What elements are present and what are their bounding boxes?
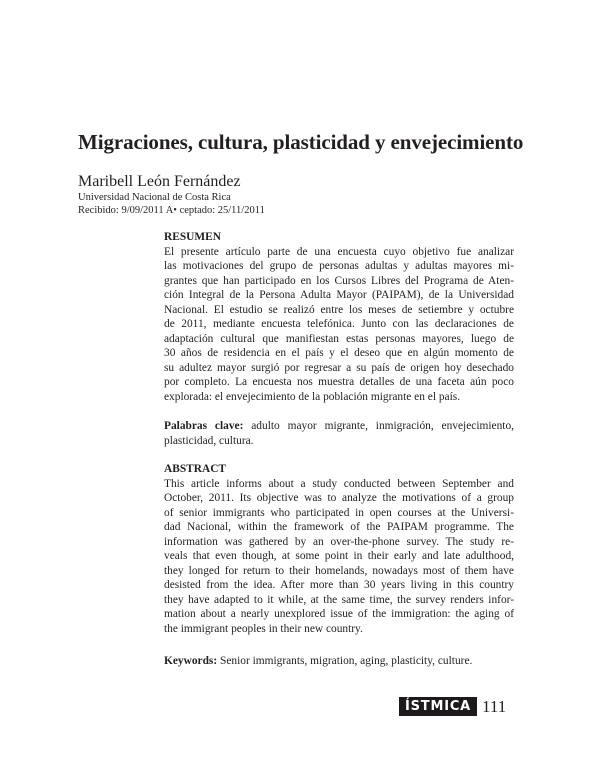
abstract-line: veals that even though, at some point in their early and late adulthood, xyxy=(164,550,514,562)
resumen-line: su adultez mayor surgió por regresar a su país de origen hoy desechado xyxy=(164,361,514,374)
abstract-line: they longed for return to their homelands, nowadays most of them have xyxy=(164,564,514,577)
abstract-line: This article informs about a study conducted between September and xyxy=(164,477,514,490)
resumen-line: por completo. La encuesta nos muestra detalles de una faceta aún poco xyxy=(164,376,514,388)
keywords-text: Senior immigrants, migration, aging, plasticity, culture. xyxy=(217,655,473,667)
abstract-line: they have adapted to it while, at the same time, the survey renders infor- xyxy=(164,593,514,606)
palabras-clave-line: plasticidad, cultura. xyxy=(164,434,254,447)
resumen-line: las motivaciones del grupo de personas adultas y adultas mayores mi- xyxy=(164,260,514,272)
resumen-line: El presente artículo parte de una encuesta cuyo objetivo fue analizar xyxy=(164,245,514,258)
abstract-line: October, 2011. Its objective was to analyze the motivations of a group xyxy=(164,492,514,504)
abstract-line: the immigrant peoples in their new country. xyxy=(164,622,363,635)
resumen-line: adaptación cultural que manifiestan estas personas mayores, luego de xyxy=(164,332,514,345)
abstract-line: of senior immigrants who participated in open courses at the Universi- xyxy=(164,506,514,519)
abstract-line: mation about a nearly unexplored issue of the immigration: the aging of xyxy=(164,608,514,620)
resumen-body xyxy=(164,245,514,405)
abstract-line: dad Nacional, within the framework of the PAIPAM programme. The xyxy=(164,521,514,533)
palabras-clave-text: adulto mayor migrante, inmigración, envejecimiento, xyxy=(243,420,514,432)
abstract-body xyxy=(164,477,514,637)
journal-logo: ÍSTMICA xyxy=(399,697,477,716)
resumen-section xyxy=(164,230,514,404)
palabras-clave-label: Palabras clave: xyxy=(164,420,244,432)
keywords-section xyxy=(164,654,514,669)
abstract-heading: ABSTRACT xyxy=(164,463,227,475)
resumen-line: explorada: el envejecimiento de la población migrante en el país. xyxy=(164,390,461,403)
resumen-heading: RESUMEN xyxy=(164,231,221,243)
palabras-clave-section xyxy=(164,419,514,448)
page-number: 111 xyxy=(482,696,507,716)
author-name: Maribell León Fernández xyxy=(78,173,241,190)
keywords-label: Keywords: xyxy=(164,655,218,667)
abstract-line: desisted from the idea. After more than 30 years living in this country xyxy=(164,579,514,591)
resumen-line: Nacional. El estudio se realizó entre los meses de setiembre y octubre xyxy=(164,303,514,316)
article-title: Migraciones, cultura, plasticidad y envejecimiento xyxy=(78,130,524,154)
abstract-section xyxy=(164,462,514,636)
author-affiliation: Universidad Nacional de Costa Rica xyxy=(78,192,231,203)
page-footer xyxy=(399,696,506,716)
received-accepted-dates: Recibido: 9/09/2011 A• ceptado: 25/11/2011 xyxy=(78,205,265,216)
abstract-line: information was gathered by an over-the-phone survey. The study re- xyxy=(164,535,514,548)
palabras-clave-line xyxy=(164,419,514,434)
resumen-line: 30 años de residencia en el país y el deseo que en algún momento de xyxy=(164,347,514,359)
resumen-line: de 2011, mediante encuesta telefónica. Junto con las declaraciones de xyxy=(164,318,514,330)
resumen-line: grantes que han participado en los Cursos Libres del Programa de Aten- xyxy=(164,274,514,287)
resumen-line: ción Integral de la Persona Adulta Mayor (PAIPAM), de la Universidad xyxy=(164,289,514,301)
keywords-line xyxy=(164,654,514,669)
